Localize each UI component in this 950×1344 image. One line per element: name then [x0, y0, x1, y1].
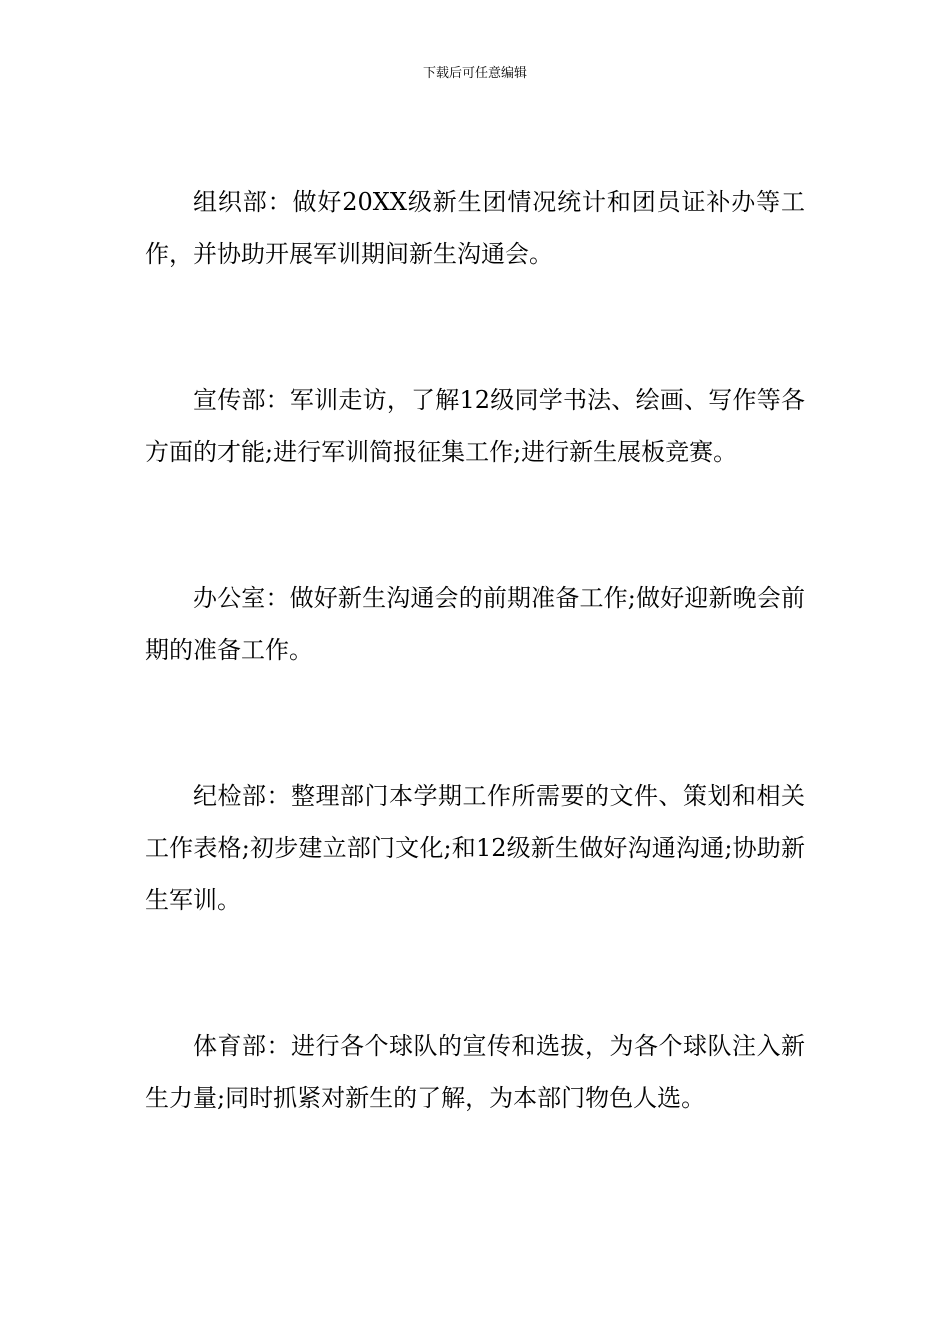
paragraph-office: 办公室：做好新生沟通会的前期准备工作;做好迎新晚会前期的准备工作。	[145, 584, 805, 664]
paragraph-sports-dept: 体育部：进行各个球队的宣传和选拔，为各个球队注入新生力量;同时抓紧对新生的了解，为本部门物色人选。	[145, 1032, 805, 1112]
document-body	[145, 176, 805, 1124]
paragraph-discipline-dept: 纪检部：整理部门本学期工作所需要的文件、策划和相关工作表格;初步建立部门文化;和12级新生做好沟通沟通;协助新生军训。	[145, 782, 805, 914]
paragraph-organization-dept: 组织部：做好20XX级新生团情况统计和团员证补办等工作，并协助开展军训期间新生沟通会。	[145, 188, 805, 268]
paragraph-publicity-dept: 宣传部：军训走访，了解12级同学书法、绘画、写作等各方面的才能;进行军训简报征集工作;进行新生展板竞赛。	[145, 386, 805, 466]
header-note: 下载后可任意编辑	[422, 66, 527, 81]
